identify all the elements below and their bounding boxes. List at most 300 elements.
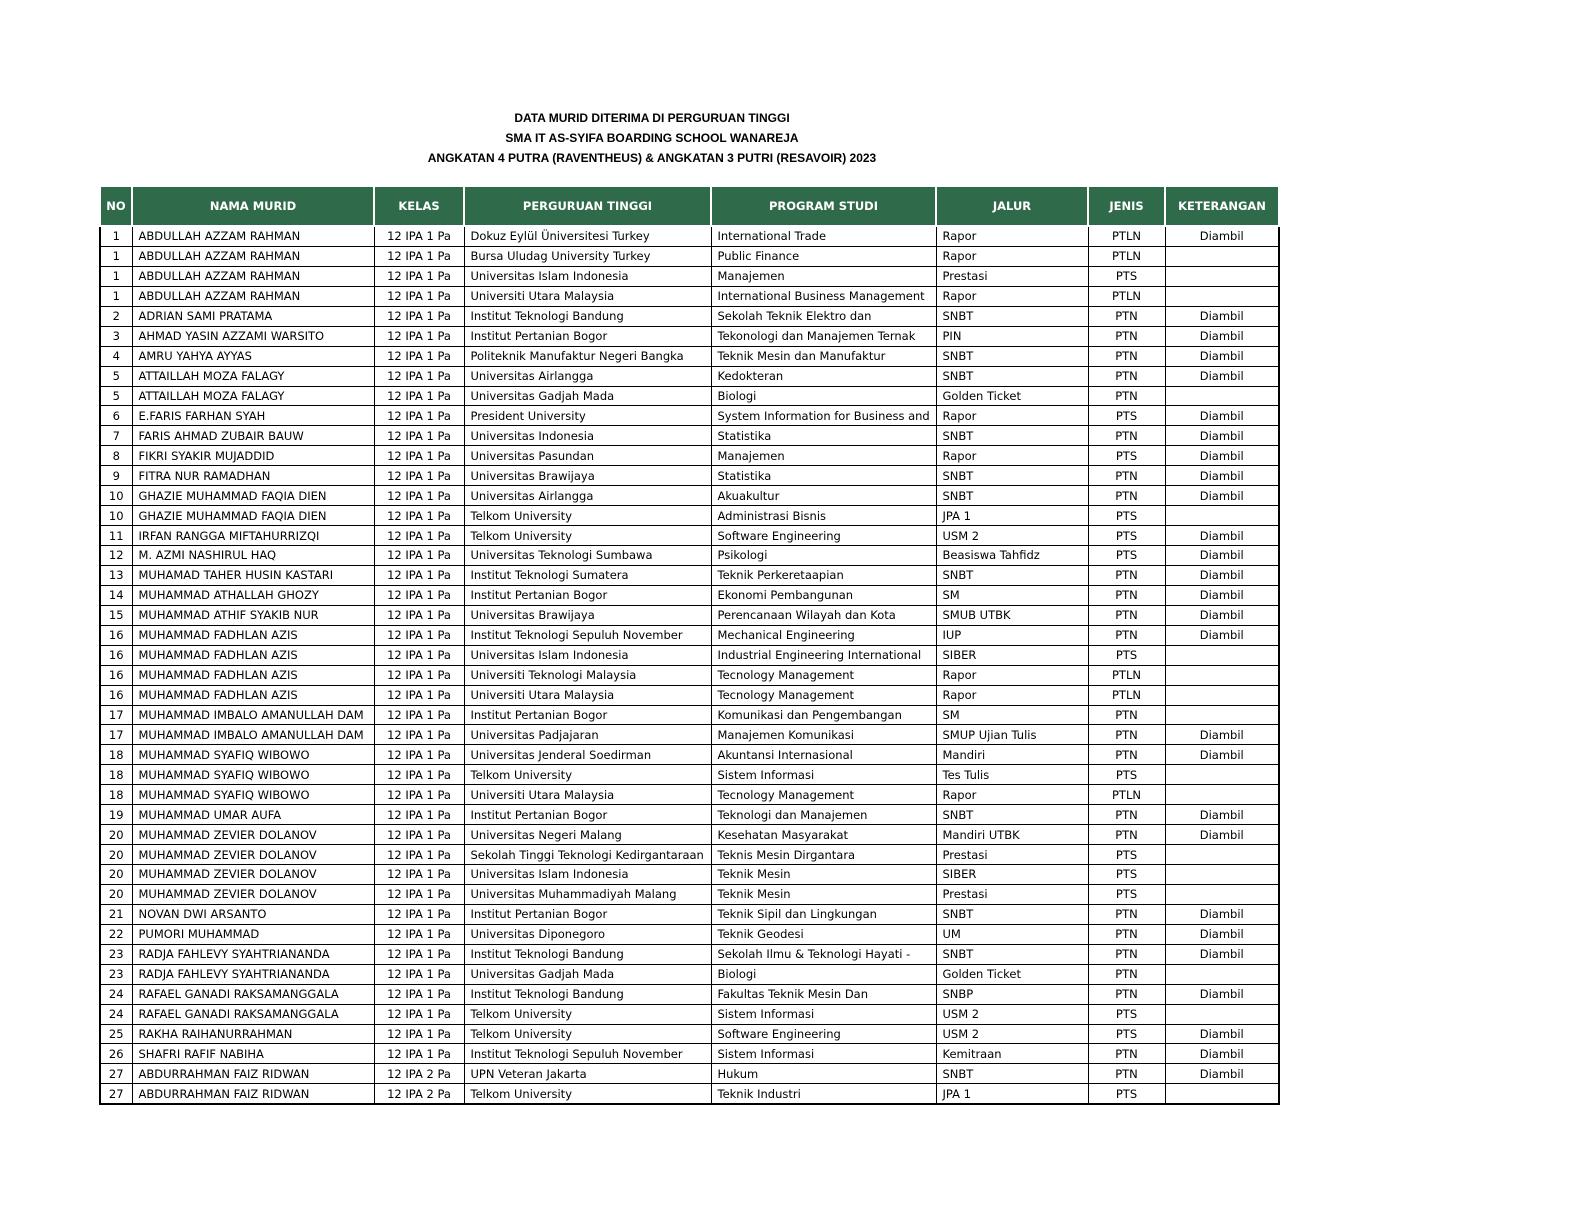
cell-nama-murid: MUHAMMAD FADHLAN AZIS <box>132 625 374 645</box>
cell-jenis: PTN <box>1088 805 1165 825</box>
cell-perguruan-tinggi: Institut Pertanian Bogor <box>464 326 711 346</box>
cell-perguruan-tinggi: UPN Veteran Jakarta <box>464 1064 711 1084</box>
cell-jenis: PTN <box>1088 565 1165 585</box>
cell-jenis: PTN <box>1088 705 1165 725</box>
cell-kelas: 12 IPA 1 Pa <box>374 446 464 466</box>
cell-jenis: PTN <box>1088 346 1165 366</box>
cell-nama-murid: ABDURRAHMAN FAIZ RIDWAN <box>132 1064 374 1084</box>
table-row <box>100 745 1279 765</box>
cell-perguruan-tinggi: Universitas Islam Indonesia <box>464 266 711 286</box>
cell-kelas: 12 IPA 1 Pa <box>374 366 464 386</box>
cell-perguruan-tinggi: Politeknik Manufaktur Negeri Bangka <box>464 346 711 366</box>
cell-kelas: 12 IPA 1 Pa <box>374 386 464 406</box>
cell-jalur: Beasiswa Tahfidz <box>936 546 1088 566</box>
cell-jalur: JPA 1 <box>936 506 1088 526</box>
cell-nama-murid: RAKHA RAIHANURRAHMAN <box>132 1024 374 1044</box>
cell-program-studi: Sistem Informasi <box>711 1004 936 1024</box>
cell-nama-murid: ABDURRAHMAN FAIZ RIDWAN <box>132 1084 374 1104</box>
cell-nama-murid: MUHAMMAD ATHALLAH GHOZY <box>132 585 374 605</box>
cell-kelas: 12 IPA 1 Pa <box>374 565 464 585</box>
cell-keterangan: Diambil <box>1165 924 1279 944</box>
cell-perguruan-tinggi: Institut Pertanian Bogor <box>464 805 711 825</box>
table-row <box>100 605 1279 625</box>
cell-program-studi: Fakultas Teknik Mesin Dan <box>711 984 936 1004</box>
table-row <box>100 266 1279 286</box>
cell-perguruan-tinggi: Universitas Jenderal Soedirman <box>464 745 711 765</box>
cell-kelas: 12 IPA 1 Pa <box>374 964 464 984</box>
cell-no: 17 <box>100 725 132 745</box>
cell-program-studi: Teknik Geodesi <box>711 924 936 944</box>
cell-jalur: SNBT <box>936 346 1088 366</box>
cell-nama-murid: RADJA FAHLEVY SYAHTRIANANDA <box>132 944 374 964</box>
cell-keterangan <box>1165 266 1279 286</box>
cell-no: 25 <box>100 1024 132 1044</box>
table-row <box>100 825 1279 845</box>
cell-kelas: 12 IPA 1 Pa <box>374 924 464 944</box>
cell-program-studi: Sekolah Teknik Elektro dan <box>711 306 936 326</box>
cell-jalur: SNBT <box>936 486 1088 506</box>
cell-jalur: Prestasi <box>936 266 1088 286</box>
cell-keterangan: Diambil <box>1165 984 1279 1004</box>
cell-program-studi: Tecnology Management <box>711 785 936 805</box>
cell-nama-murid: M. AZMI NASHIRUL HAQ <box>132 546 374 566</box>
cell-kelas: 12 IPA 1 Pa <box>374 506 464 526</box>
cell-no: 5 <box>100 386 132 406</box>
cell-perguruan-tinggi: Telkom University <box>464 1084 711 1104</box>
cell-no: 4 <box>100 346 132 366</box>
table-row <box>100 306 1279 326</box>
cell-jalur: PIN <box>936 326 1088 346</box>
cell-keterangan: Diambil <box>1165 825 1279 845</box>
cell-jenis: PTS <box>1088 1004 1165 1024</box>
cell-jenis: PTN <box>1088 625 1165 645</box>
cell-perguruan-tinggi: Universitas Gadjah Mada <box>464 964 711 984</box>
cell-program-studi: Teknik Perkeretaapian <box>711 565 936 585</box>
cell-nama-murid: FIKRI SYAKIR MUJADDID <box>132 446 374 466</box>
cell-jenis: PTS <box>1088 765 1165 785</box>
document-title-block <box>0 108 1304 168</box>
cell-nama-murid: MUHAMMAD ZEVIER DOLANOV <box>132 825 374 845</box>
cell-perguruan-tinggi: Universiti Utara Malaysia <box>464 685 711 705</box>
cell-jalur: SNBP <box>936 984 1088 1004</box>
table-row <box>100 785 1279 805</box>
cell-jalur: SMUB UTBK <box>936 605 1088 625</box>
cell-program-studi: Komunikasi dan Pengembangan <box>711 705 936 725</box>
cell-kelas: 12 IPA 1 Pa <box>374 685 464 705</box>
cell-perguruan-tinggi: Institut Teknologi Bandung <box>464 944 711 964</box>
cell-jenis: PTS <box>1088 406 1165 426</box>
cell-program-studi: International Business Management <box>711 286 936 306</box>
cell-no: 12 <box>100 546 132 566</box>
cell-keterangan: Diambil <box>1165 306 1279 326</box>
cell-jenis: PTN <box>1088 825 1165 845</box>
cell-jalur: SNBT <box>936 426 1088 446</box>
cell-keterangan: Diambil <box>1165 526 1279 546</box>
cell-keterangan: Diambil <box>1165 805 1279 825</box>
cell-kelas: 12 IPA 1 Pa <box>374 1024 464 1044</box>
table-row <box>100 725 1279 745</box>
cell-perguruan-tinggi: Universitas Brawijaya <box>464 605 711 625</box>
table-row <box>100 865 1279 885</box>
cell-nama-murid: ATTAILLAH MOZA FALAGY <box>132 386 374 406</box>
cell-keterangan <box>1165 1084 1279 1104</box>
cell-jenis: PTN <box>1088 1044 1165 1064</box>
table-row <box>100 286 1279 306</box>
cell-jenis: PTLN <box>1088 246 1165 266</box>
cell-kelas: 12 IPA 2 Pa <box>374 1084 464 1104</box>
cell-program-studi: International Trade <box>711 226 936 246</box>
cell-no: 10 <box>100 486 132 506</box>
cell-perguruan-tinggi: Telkom University <box>464 1024 711 1044</box>
cell-perguruan-tinggi: Telkom University <box>464 526 711 546</box>
cell-no: 5 <box>100 366 132 386</box>
cell-keterangan: Diambil <box>1165 1024 1279 1044</box>
cell-no: 16 <box>100 685 132 705</box>
cell-nama-murid: FARIS AHMAD ZUBAIR BAUW <box>132 426 374 446</box>
cell-nama-murid: GHAZIE MUHAMMAD FAQIA DIEN <box>132 506 374 526</box>
cell-kelas: 12 IPA 1 Pa <box>374 486 464 506</box>
cell-kelas: 12 IPA 1 Pa <box>374 745 464 765</box>
cell-keterangan: Diambil <box>1165 426 1279 446</box>
cell-kelas: 12 IPA 2 Pa <box>374 1064 464 1084</box>
cell-no: 20 <box>100 884 132 904</box>
table-header-row <box>100 186 1279 226</box>
cell-nama-murid: MUHAMMAD FADHLAN AZIS <box>132 665 374 685</box>
cell-program-studi: Software Engineering <box>711 526 936 546</box>
cell-kelas: 12 IPA 1 Pa <box>374 865 464 885</box>
cell-jenis: PTN <box>1088 585 1165 605</box>
cell-kelas: 12 IPA 1 Pa <box>374 286 464 306</box>
column-header-jalur: JALUR <box>936 186 1088 226</box>
cell-jalur: SNBT <box>936 944 1088 964</box>
table-row <box>100 546 1279 566</box>
cell-kelas: 12 IPA 1 Pa <box>374 765 464 785</box>
cell-kelas: 12 IPA 1 Pa <box>374 326 464 346</box>
cell-keterangan <box>1165 506 1279 526</box>
cell-program-studi: System Information for Business and <box>711 406 936 426</box>
column-header-program-studi: PROGRAM STUDI <box>711 186 936 226</box>
cell-perguruan-tinggi: Universitas Padjajaran <box>464 725 711 745</box>
cell-nama-murid: MUHAMMAD SYAFIQ WIBOWO <box>132 765 374 785</box>
cell-jalur: USM 2 <box>936 1004 1088 1024</box>
cell-program-studi: Manajemen <box>711 266 936 286</box>
cell-keterangan: Diambil <box>1165 565 1279 585</box>
cell-program-studi: Akuntansi Internasional <box>711 745 936 765</box>
cell-program-studi: Teknologi dan Manajemen <box>711 805 936 825</box>
cell-nama-murid: MUHAMMAD FADHLAN AZIS <box>132 645 374 665</box>
cell-nama-murid: PUMORI MUHAMMAD <box>132 924 374 944</box>
cell-no: 8 <box>100 446 132 466</box>
table-row <box>100 805 1279 825</box>
column-header-perguruan-tinggi: PERGURUAN TINGGI <box>464 186 711 226</box>
cell-perguruan-tinggi: Bursa Uludag University Turkey <box>464 246 711 266</box>
cell-program-studi: Kedokteran <box>711 366 936 386</box>
cell-perguruan-tinggi: Institut Teknologi Sumatera <box>464 565 711 585</box>
cell-perguruan-tinggi: Universiti Teknologi Malaysia <box>464 665 711 685</box>
cell-program-studi: Manajemen Komunikasi <box>711 725 936 745</box>
table-body <box>100 226 1279 1104</box>
cell-program-studi: Teknik Industri <box>711 1084 936 1104</box>
cell-jalur: USM 2 <box>936 526 1088 546</box>
cell-jenis: PTLN <box>1088 785 1165 805</box>
table-row <box>100 1064 1279 1084</box>
cell-keterangan: Diambil <box>1165 466 1279 486</box>
cell-program-studi: Teknik Sipil dan Lingkungan <box>711 904 936 924</box>
cell-keterangan <box>1165 645 1279 665</box>
cell-jalur: Tes Tulis <box>936 765 1088 785</box>
cell-nama-murid: RADJA FAHLEVY SYAHTRIANANDA <box>132 964 374 984</box>
cell-keterangan <box>1165 705 1279 725</box>
cell-no: 21 <box>100 904 132 924</box>
cell-jenis: PTN <box>1088 725 1165 745</box>
cell-jalur: Rapor <box>936 246 1088 266</box>
cell-perguruan-tinggi: Dokuz Eylül Üniversitesi Turkey <box>464 226 711 246</box>
cell-no: 6 <box>100 406 132 426</box>
table-row <box>100 924 1279 944</box>
cell-nama-murid: ATTAILLAH MOZA FALAGY <box>132 366 374 386</box>
cell-kelas: 12 IPA 1 Pa <box>374 845 464 865</box>
column-header-nama-murid: NAMA MURID <box>132 186 374 226</box>
cell-jenis: PTLN <box>1088 685 1165 705</box>
cell-jalur: SM <box>936 585 1088 605</box>
cell-perguruan-tinggi: Universiti Utara Malaysia <box>464 286 711 306</box>
cell-program-studi: Perencanaan Wilayah dan Kota <box>711 605 936 625</box>
cell-keterangan: Diambil <box>1165 585 1279 605</box>
cell-kelas: 12 IPA 1 Pa <box>374 585 464 605</box>
cell-jalur: SNBT <box>936 1064 1088 1084</box>
cell-program-studi: Teknik Mesin dan Manufaktur <box>711 346 936 366</box>
cell-keterangan <box>1165 386 1279 406</box>
cell-jalur: SIBER <box>936 645 1088 665</box>
cell-jenis: PTN <box>1088 486 1165 506</box>
cell-program-studi: Psikologi <box>711 546 936 566</box>
cell-jenis: PTN <box>1088 984 1165 1004</box>
cell-kelas: 12 IPA 1 Pa <box>374 904 464 924</box>
cell-keterangan <box>1165 964 1279 984</box>
cell-perguruan-tinggi: Universitas Brawijaya <box>464 466 711 486</box>
cell-jalur: SNBT <box>936 904 1088 924</box>
table-row <box>100 984 1279 1004</box>
cell-kelas: 12 IPA 1 Pa <box>374 246 464 266</box>
cell-no: 20 <box>100 845 132 865</box>
cell-no: 19 <box>100 805 132 825</box>
cell-keterangan: Diambil <box>1165 944 1279 964</box>
cell-jalur: SNBT <box>936 306 1088 326</box>
cell-keterangan <box>1165 884 1279 904</box>
cell-perguruan-tinggi: Universiti Utara Malaysia <box>464 785 711 805</box>
cell-nama-murid: ADRIAN SAMI PRATAMA <box>132 306 374 326</box>
cell-nama-murid: RAFAEL GANADI RAKSAMANGGALA <box>132 984 374 1004</box>
cell-perguruan-tinggi: Universitas Pasundan <box>464 446 711 466</box>
cell-perguruan-tinggi: Universitas Islam Indonesia <box>464 865 711 885</box>
cell-kelas: 12 IPA 1 Pa <box>374 266 464 286</box>
cell-jalur: IUP <box>936 625 1088 645</box>
cell-no: 18 <box>100 785 132 805</box>
cell-jalur: Rapor <box>936 286 1088 306</box>
cell-no: 3 <box>100 326 132 346</box>
cell-keterangan <box>1165 286 1279 306</box>
cell-keterangan <box>1165 665 1279 685</box>
cell-jalur: SNBT <box>936 565 1088 585</box>
cell-kelas: 12 IPA 1 Pa <box>374 1004 464 1024</box>
cell-nama-murid: ABDULLAH AZZAM RAHMAN <box>132 226 374 246</box>
table-row <box>100 226 1279 246</box>
cell-keterangan <box>1165 785 1279 805</box>
cell-keterangan <box>1165 765 1279 785</box>
cell-jalur: UM <box>936 924 1088 944</box>
table-row <box>100 884 1279 904</box>
cell-keterangan: Diambil <box>1165 486 1279 506</box>
cell-program-studi: Software Engineering <box>711 1024 936 1044</box>
cell-nama-murid: SHAFRI RAFIF NABIHA <box>132 1044 374 1064</box>
cell-perguruan-tinggi: Institut Pertanian Bogor <box>464 585 711 605</box>
table-row <box>100 406 1279 426</box>
table-row <box>100 1084 1279 1104</box>
cell-no: 7 <box>100 426 132 446</box>
cell-jenis: PTN <box>1088 605 1165 625</box>
cell-jenis: PTS <box>1088 865 1165 885</box>
cell-jenis: PTN <box>1088 944 1165 964</box>
cell-perguruan-tinggi: Institut Teknologi Bandung <box>464 306 711 326</box>
cell-perguruan-tinggi: Universitas Teknologi Sumbawa <box>464 546 711 566</box>
cell-jalur: SNBT <box>936 466 1088 486</box>
cell-perguruan-tinggi: Universitas Negeri Malang <box>464 825 711 845</box>
table-row <box>100 1004 1279 1024</box>
cell-jalur: SMUP Ujian Tulis <box>936 725 1088 745</box>
cell-jenis: PTN <box>1088 745 1165 765</box>
cell-keterangan <box>1165 685 1279 705</box>
cell-nama-murid: ABDULLAH AZZAM RAHMAN <box>132 286 374 306</box>
cell-jalur: Prestasi <box>936 845 1088 865</box>
cell-no: 22 <box>100 924 132 944</box>
cell-jenis: PTS <box>1088 645 1165 665</box>
cell-keterangan: Diambil <box>1165 226 1279 246</box>
cell-kelas: 12 IPA 1 Pa <box>374 605 464 625</box>
cell-kelas: 12 IPA 1 Pa <box>374 306 464 326</box>
cell-jalur: USM 2 <box>936 1024 1088 1044</box>
cell-perguruan-tinggi: Universitas Muhammadiyah Malang <box>464 884 711 904</box>
cell-nama-murid: E.FARIS FARHAN SYAH <box>132 406 374 426</box>
cell-jalur: Prestasi <box>936 884 1088 904</box>
cell-perguruan-tinggi: Institut Teknologi Sepuluh November <box>464 1044 711 1064</box>
cell-program-studi: Teknik Mesin <box>711 884 936 904</box>
table-row <box>100 845 1279 865</box>
cell-kelas: 12 IPA 1 Pa <box>374 705 464 725</box>
cell-kelas: 12 IPA 1 Pa <box>374 725 464 745</box>
cell-jenis: PTS <box>1088 526 1165 546</box>
cell-jenis: PTS <box>1088 266 1165 286</box>
cell-perguruan-tinggi: Institut Teknologi Sepuluh November <box>464 625 711 645</box>
cell-nama-murid: MUHAMMAD SYAFIQ WIBOWO <box>132 745 374 765</box>
cell-perguruan-tinggi: President University <box>464 406 711 426</box>
cell-no: 26 <box>100 1044 132 1064</box>
cell-jenis: PTN <box>1088 904 1165 924</box>
cell-jenis: PTN <box>1088 386 1165 406</box>
title-line-2: SMA IT AS-SYIFA BOARDING SCHOOL WANAREJA <box>505 131 799 145</box>
table-row <box>100 645 1279 665</box>
cell-jenis: PTN <box>1088 366 1165 386</box>
table-row <box>100 446 1279 466</box>
cell-jenis: PTN <box>1088 924 1165 944</box>
cell-program-studi: Administrasi Bisnis <box>711 506 936 526</box>
cell-no: 23 <box>100 964 132 984</box>
table-row <box>100 944 1279 964</box>
cell-kelas: 12 IPA 1 Pa <box>374 226 464 246</box>
cell-kelas: 12 IPA 1 Pa <box>374 426 464 446</box>
cell-program-studi: Public Finance <box>711 246 936 266</box>
cell-no: 10 <box>100 506 132 526</box>
cell-nama-murid: AHMAD YASIN AZZAMI WARSITO <box>132 326 374 346</box>
cell-keterangan: Diambil <box>1165 546 1279 566</box>
cell-program-studi: Mechanical Engineering <box>711 625 936 645</box>
table-row <box>100 346 1279 366</box>
cell-kelas: 12 IPA 1 Pa <box>374 825 464 845</box>
cell-perguruan-tinggi: Universitas Diponegoro <box>464 924 711 944</box>
cell-jenis: PTN <box>1088 426 1165 446</box>
cell-no: 16 <box>100 625 132 645</box>
cell-jenis: PTN <box>1088 306 1165 326</box>
cell-kelas: 12 IPA 1 Pa <box>374 665 464 685</box>
table-row <box>100 386 1279 406</box>
cell-keterangan: Diambil <box>1165 605 1279 625</box>
cell-program-studi: Hukum <box>711 1064 936 1084</box>
cell-perguruan-tinggi: Universitas Airlangga <box>464 366 711 386</box>
table-row <box>100 904 1279 924</box>
cell-no: 20 <box>100 825 132 845</box>
table-row <box>100 366 1279 386</box>
cell-nama-murid: MUHAMMAD IMBALO AMANULLAH DAM <box>132 725 374 745</box>
cell-kelas: 12 IPA 1 Pa <box>374 526 464 546</box>
table-row <box>100 565 1279 585</box>
cell-program-studi: Sistem Informasi <box>711 765 936 785</box>
column-header-jenis: JENIS <box>1088 186 1165 226</box>
cell-keterangan <box>1165 865 1279 885</box>
cell-no: 1 <box>100 286 132 306</box>
cell-jenis: PTS <box>1088 506 1165 526</box>
cell-no: 9 <box>100 466 132 486</box>
table-row <box>100 1044 1279 1064</box>
cell-jenis: PTS <box>1088 446 1165 466</box>
table-row <box>100 685 1279 705</box>
table-row <box>100 625 1279 645</box>
cell-jenis: PTN <box>1088 466 1165 486</box>
cell-nama-murid: NOVAN DWI ARSANTO <box>132 904 374 924</box>
cell-kelas: 12 IPA 1 Pa <box>374 1044 464 1064</box>
cell-kelas: 12 IPA 1 Pa <box>374 625 464 645</box>
cell-keterangan <box>1165 1004 1279 1024</box>
cell-jalur: Rapor <box>936 226 1088 246</box>
cell-no: 2 <box>100 306 132 326</box>
cell-kelas: 12 IPA 1 Pa <box>374 944 464 964</box>
cell-no: 27 <box>100 1084 132 1104</box>
cell-jalur: Rapor <box>936 406 1088 426</box>
table-row <box>100 426 1279 446</box>
cell-kelas: 12 IPA 1 Pa <box>374 645 464 665</box>
cell-jalur: Mandiri <box>936 745 1088 765</box>
cell-keterangan: Diambil <box>1165 446 1279 466</box>
cell-program-studi: Biologi <box>711 964 936 984</box>
cell-program-studi: Teknik Mesin <box>711 865 936 885</box>
cell-keterangan: Diambil <box>1165 745 1279 765</box>
cell-jalur: SNBT <box>936 366 1088 386</box>
cell-jalur: JPA 1 <box>936 1084 1088 1104</box>
cell-jenis: PTS <box>1088 1084 1165 1104</box>
cell-nama-murid: MUHAMAD TAHER HUSIN KASTARI <box>132 565 374 585</box>
students-table <box>99 185 1280 1105</box>
cell-no: 11 <box>100 526 132 546</box>
cell-program-studi: Akuakultur <box>711 486 936 506</box>
table-row <box>100 526 1279 546</box>
